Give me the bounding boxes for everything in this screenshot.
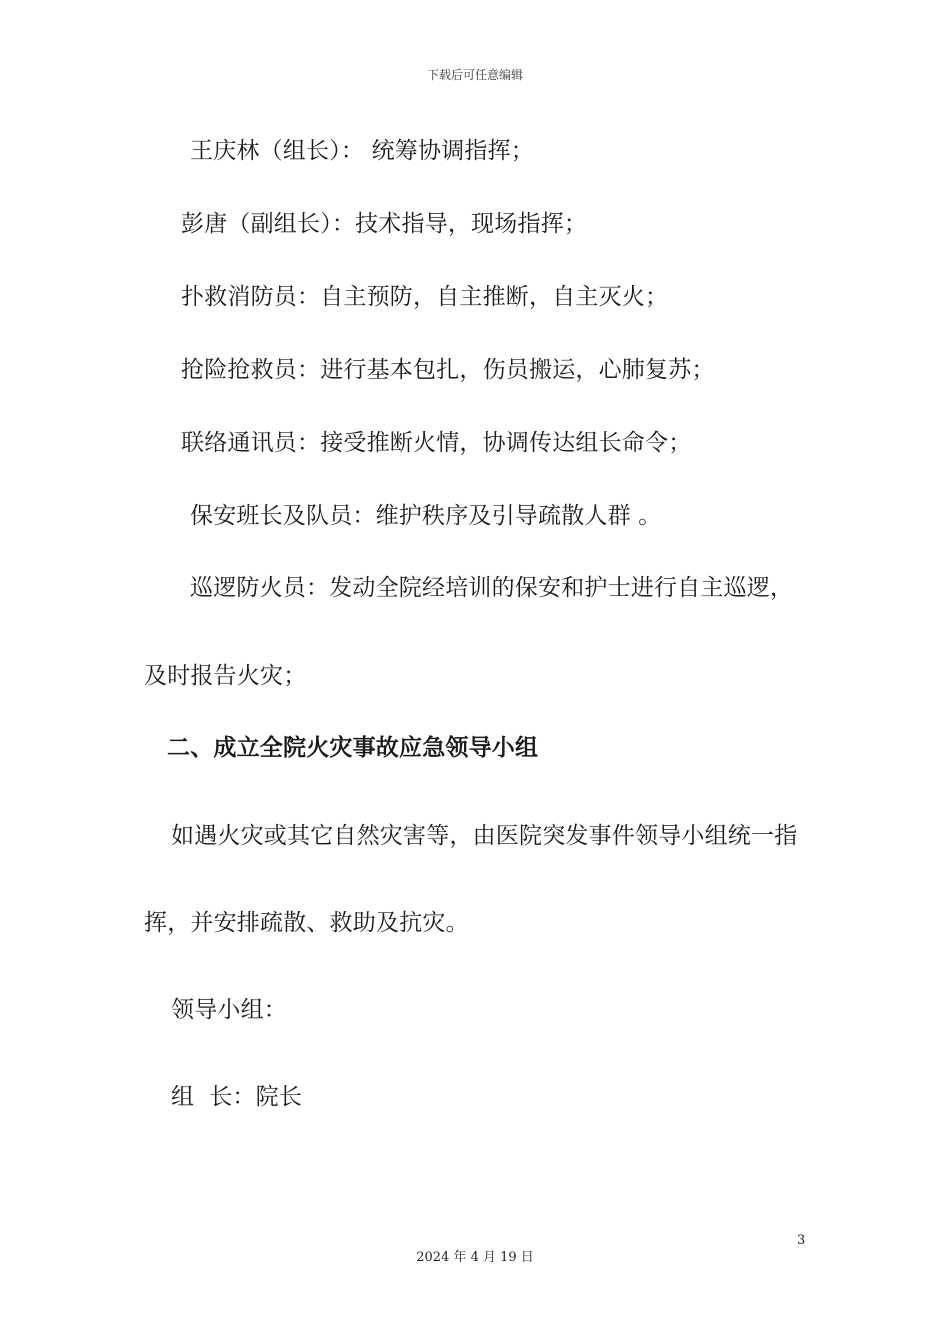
leadership-label: 领导小组： <box>171 997 287 1023</box>
section-heading: 二、成立全院火灾事故应急领导小组 <box>167 735 539 761</box>
page-footer-date: 2024 年 4 月 19 日 <box>416 1250 534 1265</box>
duty-line-patrol-continued: 及时报告火灾； <box>144 663 307 689</box>
duty-line-deputy: 彭唐（副组长）：技术指导，现场指挥； <box>181 211 588 237</box>
duty-line-rescuer: 抢险抢救员：进行基本包扎，伤员搬运，心肺复苏； <box>181 357 715 383</box>
duty-line-security: 保安班长及队员：维护秩序及引导疏散人群 。 <box>190 503 662 529</box>
paragraph-line-1: 如遇火灾或其它自然灾害等，由医院突发事件领导小组统一指 <box>171 823 798 849</box>
page-header: 下载后可任意编辑 <box>426 68 523 82</box>
page-number: 3 <box>797 1233 806 1248</box>
duty-line-patrol: 巡逻防火员：发动全院经培训的保安和护士进行自主巡逻， <box>190 575 794 601</box>
leader-line: 组 长：院长 <box>171 1084 303 1110</box>
duty-line-leader: 王庆林（组长）： 统筹协调指挥； <box>190 138 535 164</box>
duty-line-firefighter: 扑救消防员：自主预防，自主推断，自主灭火； <box>181 284 669 310</box>
duty-line-communicator: 联络通讯员：接受推断火情，协调传达组长命令； <box>181 430 692 456</box>
paragraph-line-2: 挥，并安排疏散、救助及抗灾。 <box>144 910 469 936</box>
